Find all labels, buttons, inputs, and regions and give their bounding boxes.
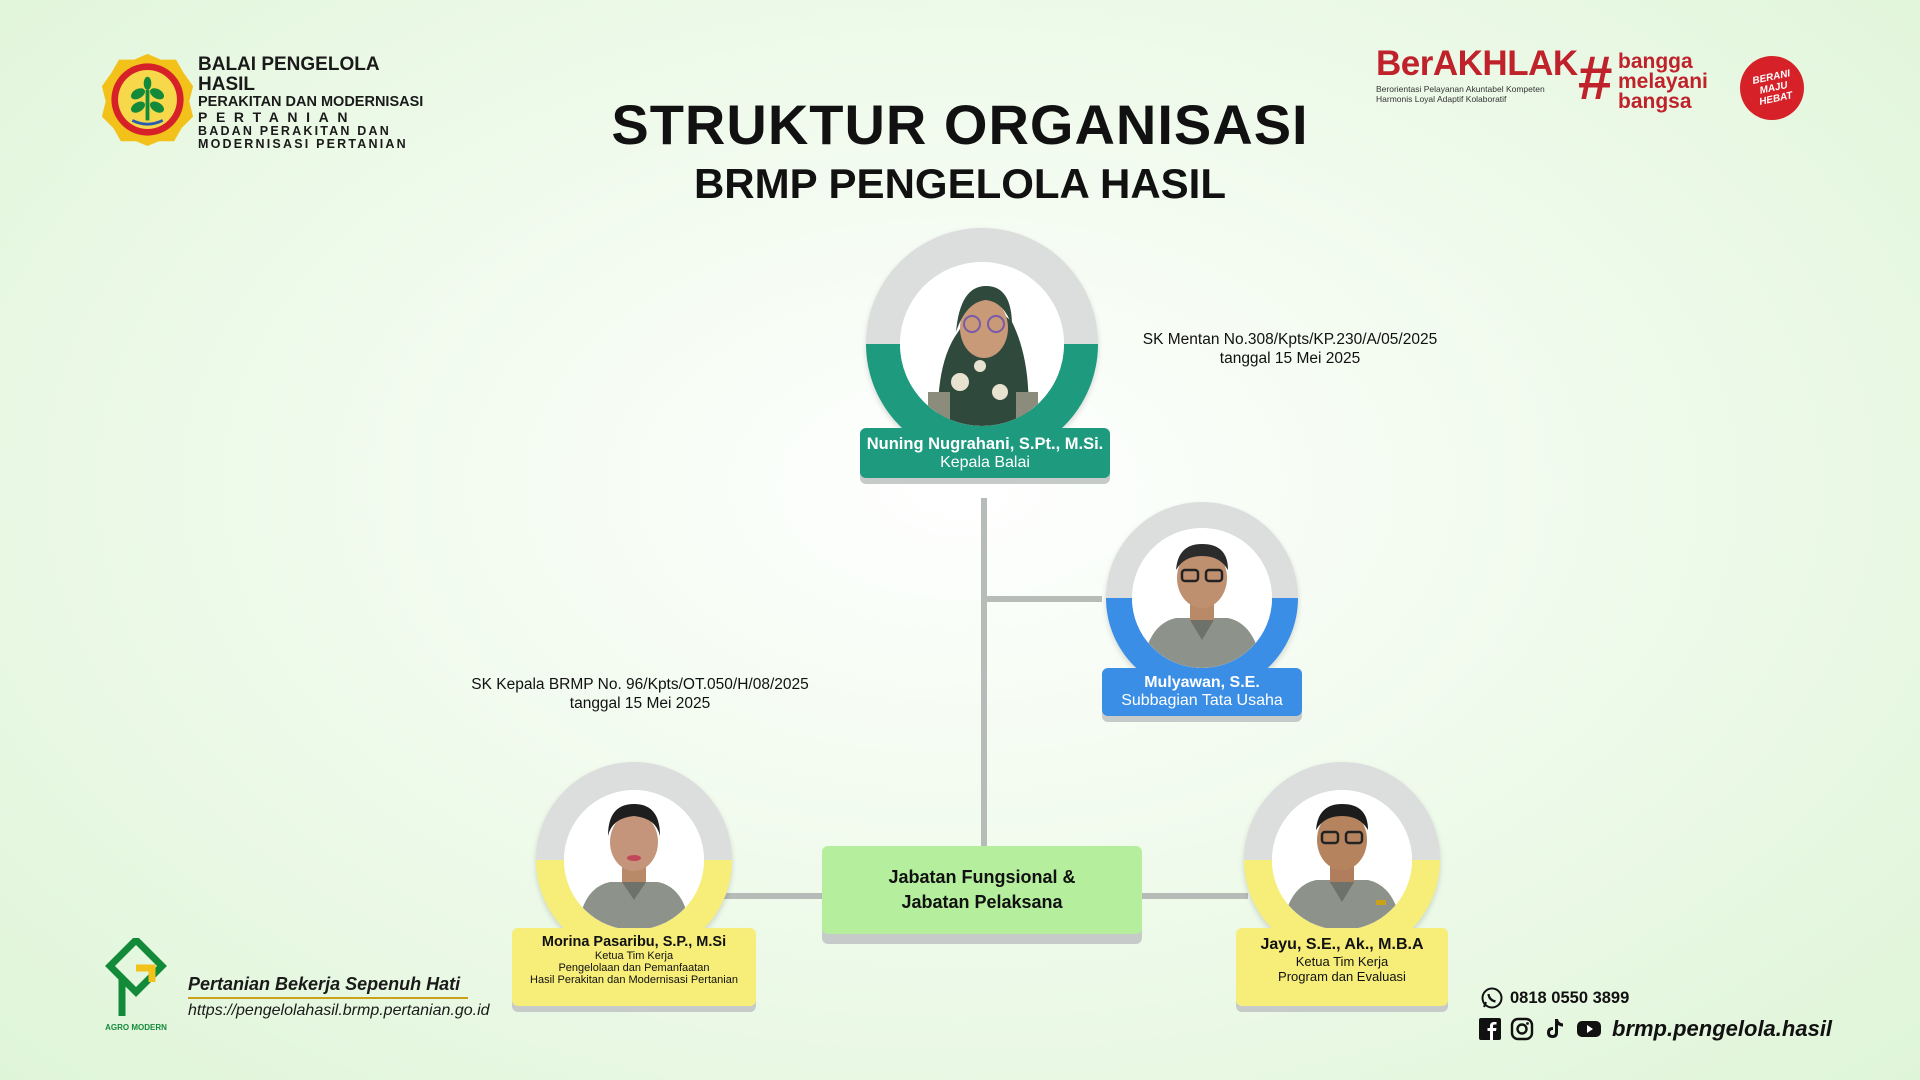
phone-contact[interactable] bbox=[1480, 986, 1629, 1010]
left-name: Morina Pasaribu, S.P., M.Si bbox=[541, 934, 727, 950]
bangga-word1: bangga bbox=[1618, 50, 1693, 73]
right-name-plate bbox=[1236, 928, 1448, 1006]
youtube-icon[interactable] bbox=[1574, 1017, 1604, 1041]
head-role: Kepala Balai bbox=[940, 454, 1030, 471]
website-url[interactable]: https://pengelolahasil.brmp.pertanian.go.id bbox=[188, 1002, 490, 1019]
right-role1: Ketua Tim Kerja bbox=[1295, 954, 1389, 969]
title-line2: BRMP PENGELOLA HASIL bbox=[693, 160, 1227, 207]
kementan-logo bbox=[100, 52, 195, 147]
berakhlak-tagline1: Berorientasi Pelayanan Akuntabel Kompeten bbox=[1376, 84, 1545, 94]
bangga-melayani-logo bbox=[1578, 44, 1708, 114]
connector-admin bbox=[984, 596, 1102, 602]
right-portrait bbox=[1272, 790, 1412, 930]
title-line1: STRUKTUR ORGANISASI bbox=[611, 93, 1309, 156]
head-name: Nuning Nugrahani, S.Pt., M.Si. bbox=[866, 435, 1104, 453]
institution-line5: MODERNISASI PERTANIAN bbox=[198, 136, 408, 151]
bangga-word3: bangsa bbox=[1618, 90, 1692, 113]
head-name-plate bbox=[860, 428, 1110, 478]
berakhlak-tagline2: Harmonis Loyal Adaptif Kolaboratif bbox=[1376, 94, 1507, 104]
right-name: Jayu, S.E., Ak., M.B.A bbox=[1260, 936, 1424, 953]
berani-hebat-logo bbox=[1740, 56, 1804, 120]
institution-line1: BALAI PENGELOLA HASIL bbox=[198, 54, 379, 95]
institution-name bbox=[198, 55, 438, 151]
berani-text: BERANI MAJU HEBAT bbox=[1751, 68, 1794, 108]
right-role2: Program dan Evaluasi bbox=[1278, 969, 1406, 984]
motto-underline bbox=[188, 997, 468, 999]
head-portrait bbox=[900, 262, 1064, 426]
sk-mentan-note bbox=[1100, 330, 1480, 368]
institution-line4: BADAN PERAKITAN DAN bbox=[198, 123, 391, 138]
phone-number: 0818 0550 3899 bbox=[1510, 988, 1630, 1007]
functional-positions-box bbox=[822, 846, 1142, 934]
connector-right bbox=[1142, 893, 1248, 899]
agro-modern-icon bbox=[100, 938, 172, 1018]
admin-portrait bbox=[1132, 528, 1272, 668]
admin-role: Subbagian Tata Usaha bbox=[1121, 692, 1283, 709]
left-role1: Ketua Tim Kerja bbox=[594, 950, 674, 962]
left-role2: Pengelolaan dan Pemanfaatan bbox=[558, 962, 710, 974]
left-name-plate bbox=[512, 928, 756, 1006]
tiktok-icon[interactable] bbox=[1542, 1017, 1566, 1041]
agro-modern-logo bbox=[100, 938, 172, 1034]
page-title bbox=[560, 92, 1360, 210]
head-photo-frame bbox=[866, 228, 1098, 460]
instagram-icon[interactable] bbox=[1510, 1017, 1534, 1041]
connector-vertical bbox=[981, 498, 987, 850]
bangga-hash: # bbox=[1578, 44, 1613, 113]
institution-line2: PERAKITAN DAN MODERNISASI bbox=[198, 93, 424, 110]
bangga-word2: melayani bbox=[1618, 70, 1708, 93]
motto: Pertanian Bekerja Sepenuh Hati bbox=[188, 974, 461, 994]
left-portrait bbox=[564, 790, 704, 930]
whatsapp-icon bbox=[1480, 986, 1504, 1010]
sk-kepala-line1: SK Kepala BRMP No. 96/Kpts/OT.050/H/08/2025 bbox=[471, 676, 809, 693]
admin-photo-frame bbox=[1106, 502, 1298, 694]
social-links bbox=[1478, 1016, 1832, 1042]
sk-mentan-line2: tanggal 15 Mei 2025 bbox=[1219, 350, 1361, 367]
left-role3: Hasil Perakitan dan Modernisasi Pertanian bbox=[530, 974, 738, 986]
connector-left bbox=[718, 893, 824, 899]
berakhlak-logo bbox=[1376, 44, 1578, 104]
admin-name: Mulyawan, S.E. bbox=[1144, 674, 1260, 691]
sk-kepala-line2: tanggal 15 Mei 2025 bbox=[569, 695, 711, 712]
social-handle: brmp.pengelola.hasil bbox=[1612, 1016, 1833, 1041]
institution-line3: PERTANIAN bbox=[198, 109, 357, 126]
agro-modern-label: AGRO MODERN bbox=[105, 1023, 167, 1032]
center-line2: Jabatan Pelaksana bbox=[901, 892, 1063, 912]
berakhlak-word: BerAKHLAK bbox=[1376, 44, 1578, 83]
admin-name-plate bbox=[1102, 668, 1302, 716]
sk-kepala-note bbox=[440, 675, 840, 713]
sk-mentan-line1: SK Mentan No.308/Kpts/KP.230/A/05/2025 bbox=[1142, 331, 1438, 348]
center-line1: Jabatan Fungsional & bbox=[888, 867, 1076, 887]
facebook-icon[interactable] bbox=[1478, 1017, 1502, 1041]
